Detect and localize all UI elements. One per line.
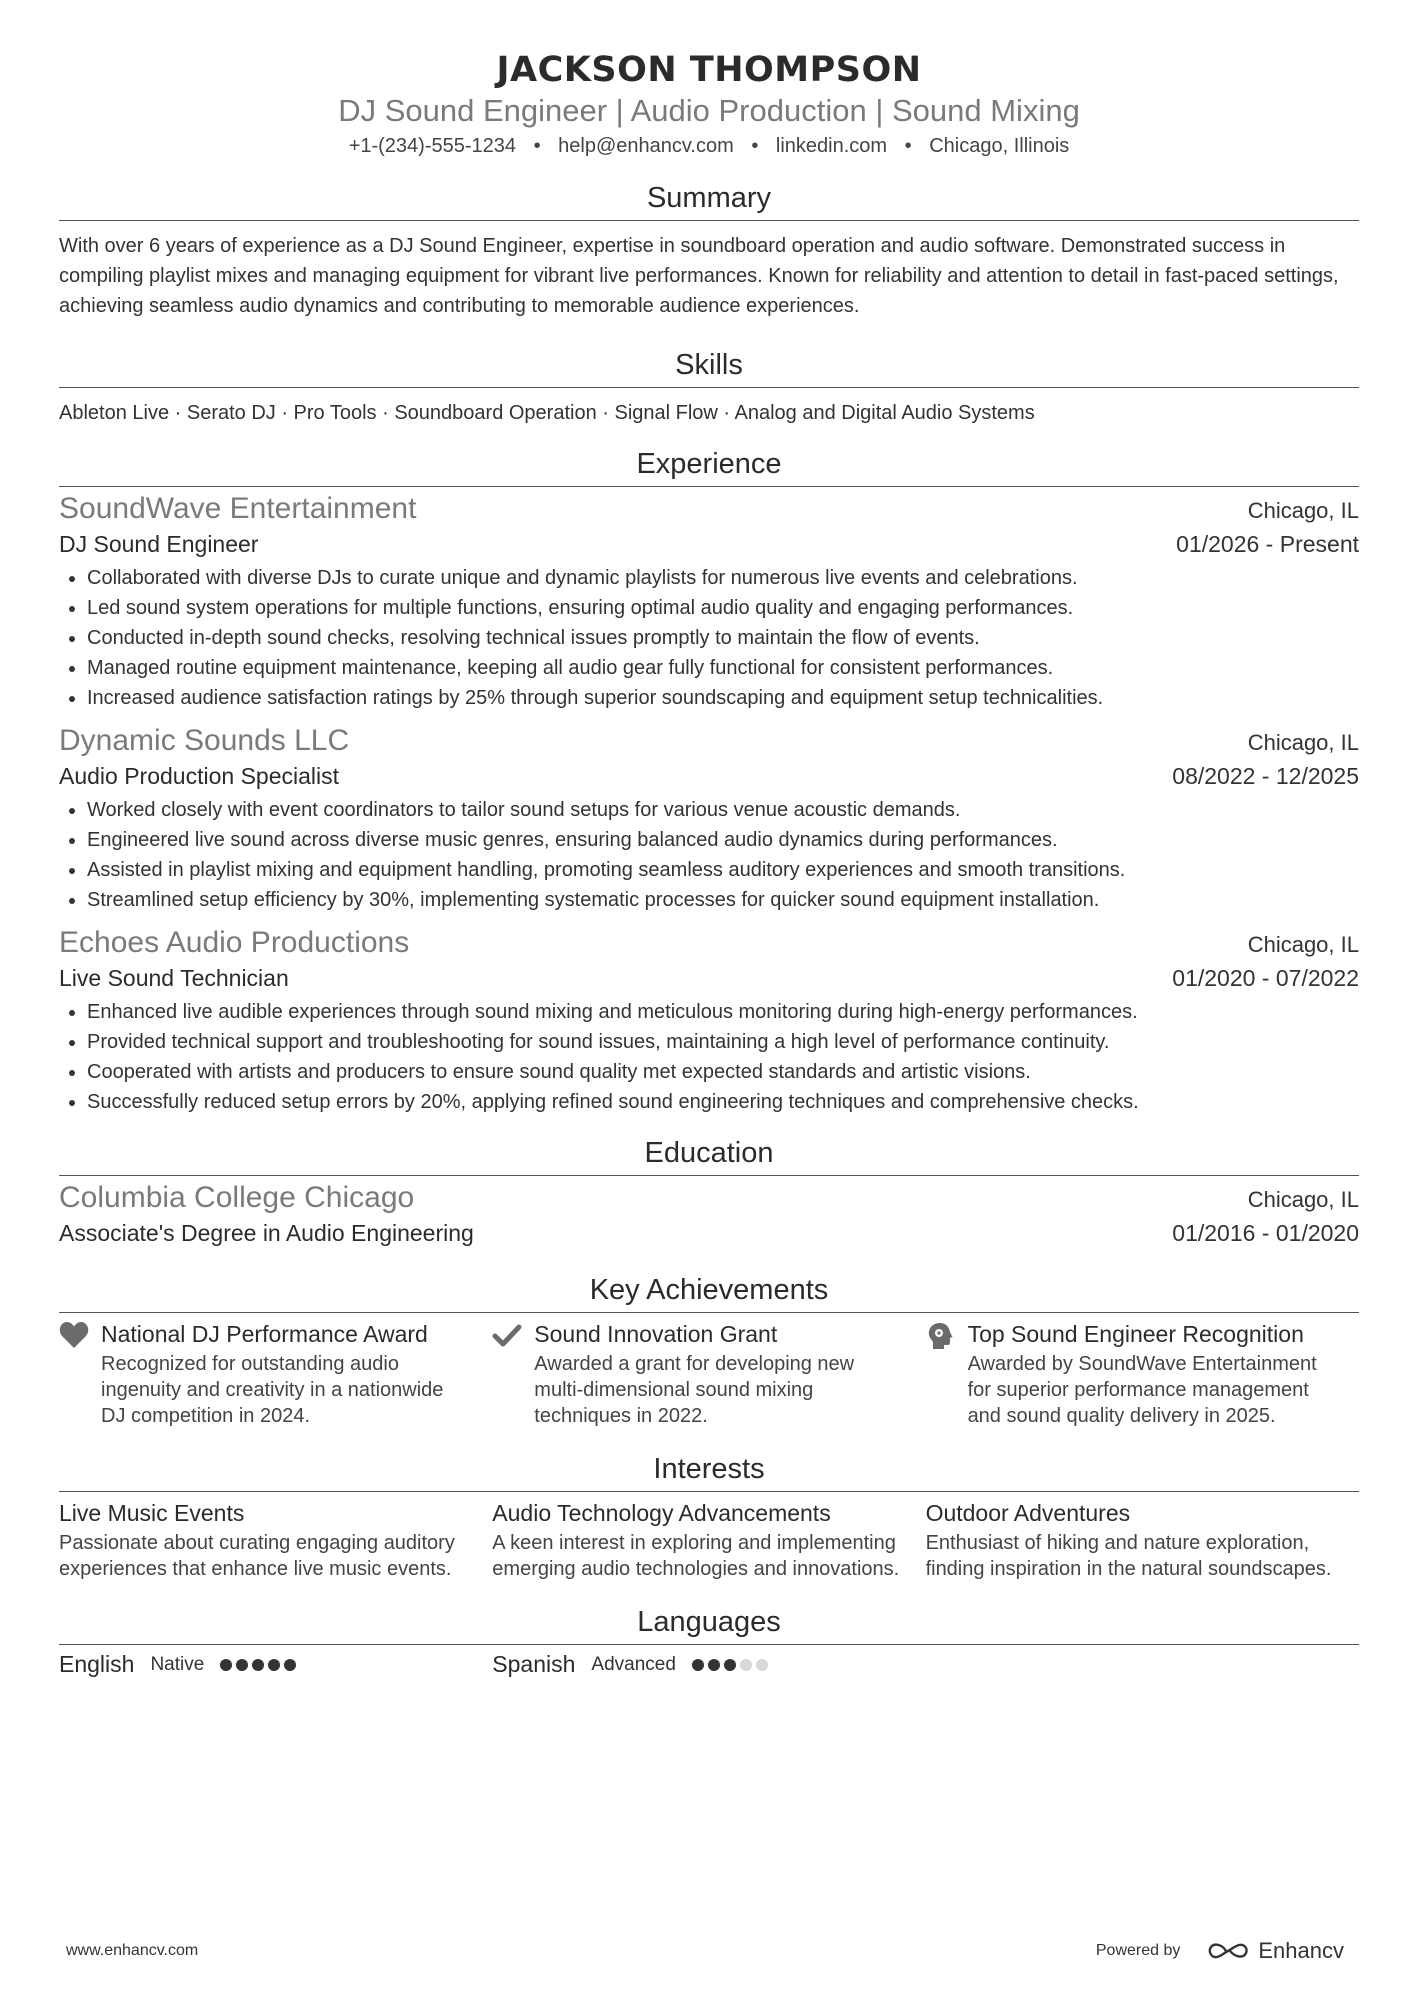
achievement-item <box>492 1319 925 1429</box>
contact-line <box>59 132 1359 160</box>
enhancv-logo-icon <box>1206 1940 1250 1962</box>
bullet-item: • Conducted in-depth sound checks, resolving technical issues promptly to maintain the flow of events. <box>87 623 1359 653</box>
email[interactable]: help@enhancv.com <box>558 135 734 157</box>
company-name: SoundWave Entertainment <box>59 492 417 525</box>
brand-logo[interactable] <box>1206 1938 1344 1964</box>
job-title: Audio Production Specialist <box>59 763 339 789</box>
section-title: Summary <box>646 182 772 214</box>
interest-item <box>59 1498 492 1582</box>
rating-dot-filled <box>220 1659 232 1671</box>
language-rating <box>692 1659 772 1671</box>
job-location: Chicago, IL <box>1247 932 1359 957</box>
language-item <box>59 1651 492 1678</box>
job-bullets <box>59 997 1359 1117</box>
language-name: English <box>59 1651 135 1677</box>
language-level: Advanced <box>591 1653 676 1675</box>
rating-dot-filled <box>252 1659 264 1671</box>
section-title: Skills <box>675 349 743 381</box>
achievement-desc: Awarded by SoundWave Entertainment for superior performance management and sound quality delivery in 2025. <box>967 1353 1317 1427</box>
bullet-item: • Engineered live sound across diverse music genres, ensuring balanced audio dynamics during performances. <box>87 825 1359 855</box>
skills-section <box>59 347 1359 428</box>
page-footer <box>66 1938 1344 1964</box>
job-location: Chicago, IL <box>1247 498 1359 523</box>
job-dates: 01/2026 - Present <box>1176 531 1359 557</box>
linkedin[interactable]: linkedin.com <box>775 135 888 157</box>
interests-section <box>59 1451 1359 1582</box>
section-divider <box>59 1491 1359 1492</box>
section-title: Interests <box>653 1453 765 1485</box>
interest-item <box>492 1498 925 1582</box>
achievements-section <box>59 1272 1359 1429</box>
achievement-desc: Recognized for outstanding audio ingenuity and creativity in a nationwide DJ competition in 2024. <box>101 1353 444 1427</box>
interest-item <box>926 1498 1359 1582</box>
rating-dot-filled <box>724 1659 736 1671</box>
powered-by-label: Powered by <box>1095 1942 1181 1959</box>
education-section <box>59 1135 1359 1250</box>
separator: • <box>533 135 541 157</box>
section-divider <box>59 1312 1359 1313</box>
interest-title: Audio Technology Advancements <box>492 1500 831 1526</box>
phone: +1-(234)-555-1234 <box>348 135 517 157</box>
company-name: Dynamic Sounds LLC <box>59 724 350 757</box>
language-level: Native <box>150 1653 205 1675</box>
job-dates: 08/2022 - 12/2025 <box>1172 763 1359 789</box>
company-name: Echoes Audio Productions <box>59 926 410 959</box>
brand-name: Enhancv <box>1258 1938 1344 1963</box>
rating-dot-empty <box>756 1659 768 1671</box>
candidate-name: JACKSON THOMPSON <box>496 50 922 90</box>
section-title: Education <box>644 1137 774 1169</box>
interest-title: Live Music Events <box>59 1500 245 1526</box>
achievement-title: Top Sound Engineer Recognition <box>967 1321 1304 1347</box>
bullet-item: • Collaborated with diverse DJs to curate unique and dynamic playlists for numerous live events and celebrations. <box>87 563 1359 593</box>
rating-dot-filled <box>268 1659 280 1671</box>
languages-section <box>59 1604 1359 1678</box>
language-name: Spanish <box>492 1651 576 1677</box>
job-title: Live Sound Technician <box>59 965 289 991</box>
rating-dot-empty <box>740 1659 752 1671</box>
job-bullets <box>59 563 1359 713</box>
bullet-item: • Enhanced live audible experiences through sound mixing and meticulous monitoring during high-energy performances. <box>87 997 1359 1027</box>
bullet-item: • Provided technical support and troubleshooting for sound issues, maintaining a high level of performance continuity. <box>87 1027 1359 1057</box>
section-divider <box>59 220 1359 221</box>
location: Chicago, Illinois <box>929 135 1070 157</box>
achievement-item <box>59 1319 492 1429</box>
achievement-title: National DJ Performance Award <box>101 1321 428 1347</box>
interest-desc: Enthusiast of hiking and nature exploration, finding inspiration in the natural soundscapes. <box>925 1532 1332 1580</box>
experience-entry <box>59 723 1359 915</box>
job-bullets <box>59 795 1359 915</box>
bullet-item: • Increased audience satisfaction ratings by 25% through superior soundscaping and equipment setup technicalities. <box>87 683 1359 713</box>
achievement-title: Sound Innovation Grant <box>534 1321 778 1347</box>
bullet-item: • Worked closely with event coordinators to tailor sound setups for various venue acoustic demands. <box>87 795 1359 825</box>
achievement-desc: Awarded a grant for developing new multi-dimensional sound mixing techniques in 2022. <box>534 1353 855 1427</box>
section-title: Languages <box>637 1606 781 1638</box>
education-dates: 01/2016 - 01/2020 <box>1172 1220 1359 1246</box>
check-icon <box>492 1319 534 1429</box>
section-title: Experience <box>636 448 782 480</box>
job-title: DJ Sound Engineer <box>59 531 259 557</box>
bullet-item: • Successfully reduced setup errors by 20%, applying refined sound engineering techniques and comprehensive checks. <box>87 1087 1359 1117</box>
brain-head-icon <box>926 1319 968 1429</box>
interest-desc: Passionate about curating engaging auditory experiences that enhance live music events. <box>59 1532 455 1580</box>
bullet-item: • Streamlined setup efficiency by 30%, implementing systematic processes for quicker sound equipment installation. <box>87 885 1359 915</box>
separator: • <box>751 135 759 157</box>
rating-dot-filled <box>708 1659 720 1671</box>
job-dates: 01/2020 - 07/2022 <box>1172 965 1359 991</box>
school-name: Columbia College Chicago <box>59 1181 415 1214</box>
rating-dot-filled <box>692 1659 704 1671</box>
interest-title: Outdoor Adventures <box>925 1500 1131 1526</box>
section-divider <box>59 1644 1359 1645</box>
rating-dot-filled <box>284 1659 296 1671</box>
heart-icon <box>59 1319 101 1429</box>
language-item <box>492 1651 925 1678</box>
summary-section <box>59 180 1359 321</box>
section-title: Key Achievements <box>589 1274 829 1306</box>
skills-list: Ableton Live · Serato DJ · Pro Tools · Soundboard Operation · Signal Flow · Analog and Digital Audio Systems <box>59 402 1035 424</box>
candidate-title: DJ Sound Engineer | Audio Production | Sound Mixing <box>338 93 1080 128</box>
degree: Associate's Degree in Audio Engineering <box>59 1220 474 1246</box>
rating-dot-filled <box>236 1659 248 1671</box>
bullet-item: • Cooperated with artists and producers to ensure sound quality met expected standards and artistic visions. <box>87 1057 1359 1087</box>
bullet-item: • Managed routine equipment maintenance, keeping all audio gear fully functional for consistent performances. <box>87 653 1359 683</box>
achievement-item <box>926 1319 1359 1429</box>
section-divider <box>59 486 1359 487</box>
bullet-item: • Assisted in playlist mixing and equipment handling, promoting seamless auditory experiences and smooth transitions. <box>87 855 1359 885</box>
interest-desc: A keen interest in exploring and implementing emerging audio technologies and innovations. <box>492 1532 900 1580</box>
job-location: Chicago, IL <box>1247 730 1359 755</box>
experience-section <box>59 446 1359 1117</box>
language-rating <box>220 1659 300 1671</box>
summary-text: With over 6 years of experience as a DJ Sound Engineer, expertise in soundboard operation and audio software. Demonstrated success in compiling playlist mixes and managing equipment for vibrant live performances. Known for reliability and attention to detail in fast-paced settings, achieving seamless audio dynamics and contributing to memorable audience experiences. <box>59 235 1339 317</box>
resume-header <box>59 48 1359 160</box>
section-divider <box>59 387 1359 388</box>
footer-url[interactable]: www.enhancv.com <box>66 1942 199 1959</box>
separator: • <box>904 135 912 157</box>
bullet-item: • Led sound system operations for multiple functions, ensuring optimal audio quality and engaging performances. <box>87 593 1359 623</box>
experience-entry <box>59 491 1359 713</box>
experience-entry <box>59 925 1359 1117</box>
school-location: Chicago, IL <box>1247 1187 1359 1212</box>
section-divider <box>59 1175 1359 1176</box>
